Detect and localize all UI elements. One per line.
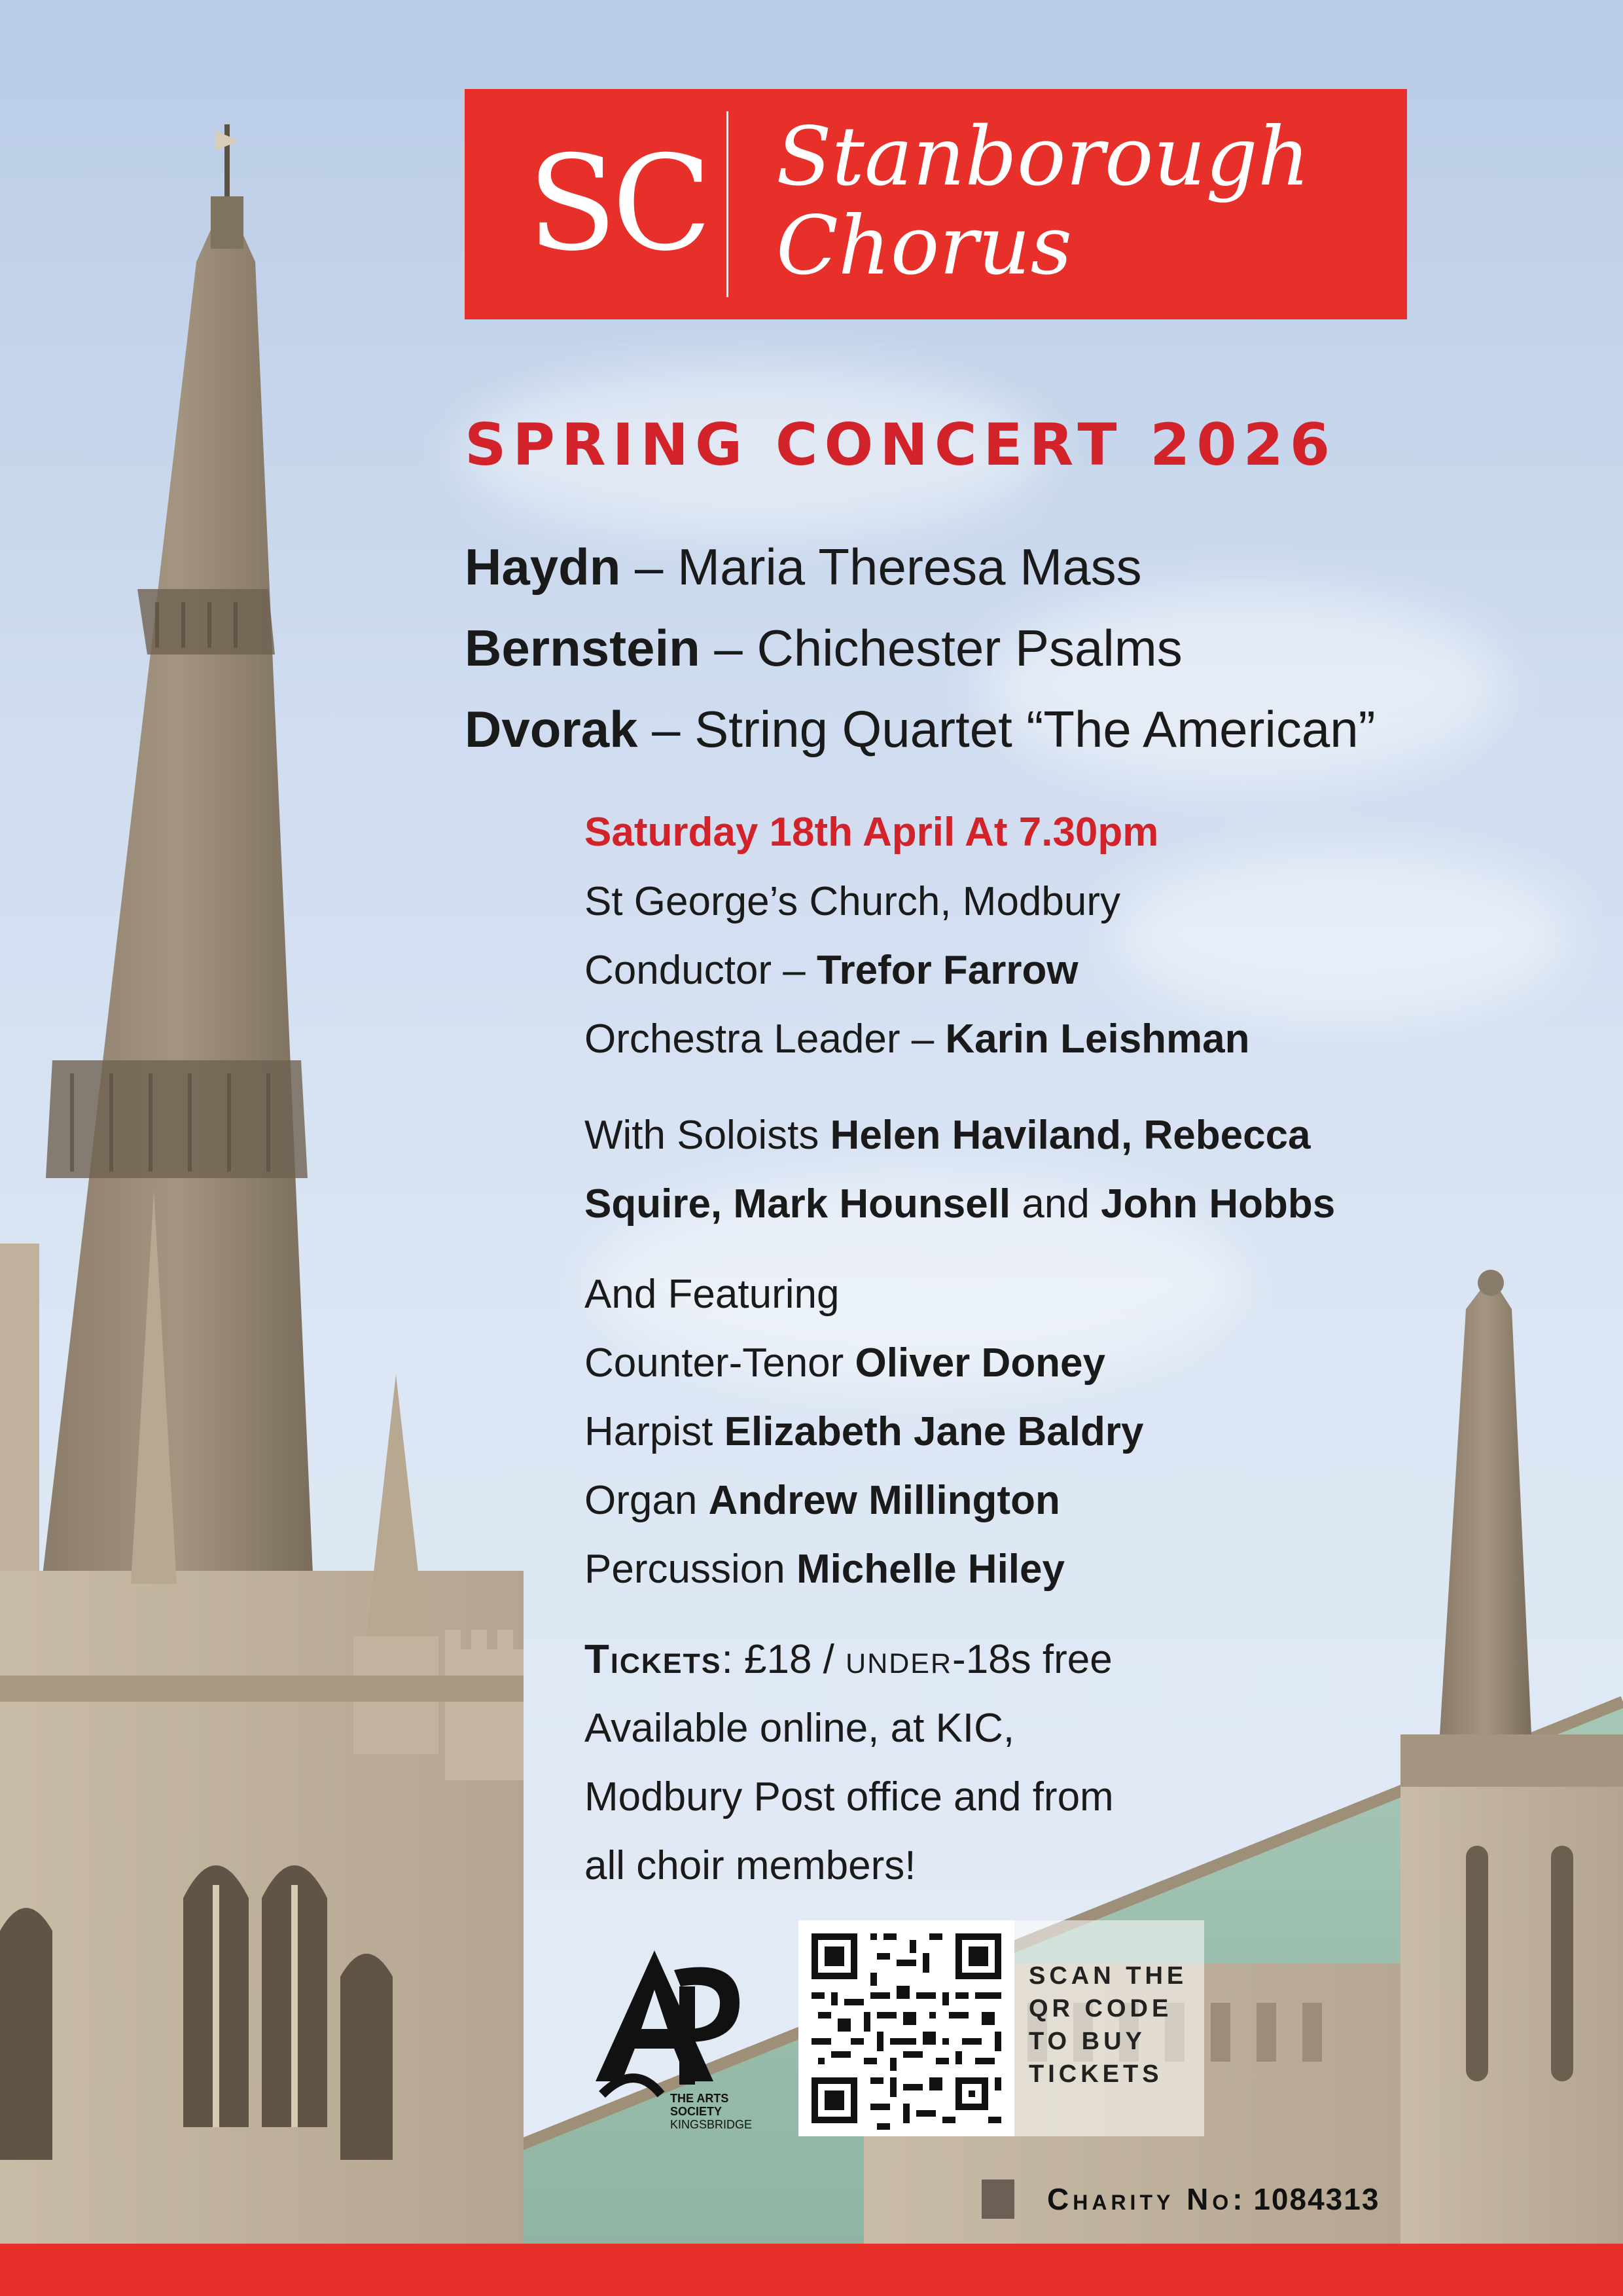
main-spire <box>39 196 314 1604</box>
soloists-line1 <box>584 1109 1311 1162</box>
right-tower <box>1400 1734 1623 2244</box>
qr-label-line: SCAN THE <box>1029 1962 1188 1990</box>
logo-name <box>776 110 1310 293</box>
soloists-line2 <box>584 1178 1335 1230</box>
composer: Dvorak <box>465 700 638 758</box>
work: – Chichester Psalms <box>700 619 1183 677</box>
featuring-item <box>584 1543 1065 1596</box>
featuring-role: Organ <box>584 1478 709 1523</box>
tickets-price-line <box>584 1634 1113 1686</box>
charity-number <box>1047 2181 1380 2217</box>
featuring-name: Elizabeth Jane Baldry <box>724 1409 1144 1454</box>
featuring-intro: And Featuring <box>584 1272 840 1317</box>
conductor-name: Trefor Farrow <box>817 948 1079 993</box>
program-item-haydn <box>465 535 1142 598</box>
featuring-name: Andrew Millington <box>708 1478 1060 1523</box>
right-spire <box>1440 1276 1531 1734</box>
soloists-conj: and <box>1010 1181 1101 1227</box>
charity-label: Charity No <box>1047 2182 1233 2216</box>
leader-line <box>584 1013 1250 1066</box>
pinnacle <box>366 1374 425 1636</box>
arts-society-text <box>670 2092 752 2131</box>
logo-divider <box>726 111 728 297</box>
qr-code[interactable] <box>798 1920 1014 2136</box>
qr-label-line: TICKETS <box>1029 2060 1163 2088</box>
soloists-names: Helen Haviland, Rebecca <box>830 1113 1311 1158</box>
bottom-red-bar <box>0 2244 1623 2296</box>
logo-name-line1: Stanborough <box>776 110 1310 204</box>
conductor-line <box>584 944 1079 997</box>
arts-society-line: THE ARTS <box>670 2092 729 2105</box>
tickets-availability: Available online, at KIC, <box>584 1706 1015 1751</box>
featuring-name: Michelle Hiley <box>796 1547 1065 1592</box>
leader-label: Orchestra Leader – <box>584 1016 946 1062</box>
event-date: Saturday 18th April At 7.30pm <box>584 810 1159 855</box>
featuring-item <box>584 1406 1144 1458</box>
featuring-role: Percussion <box>584 1547 796 1592</box>
logo-initials: SC <box>527 128 707 280</box>
qr-label-line: TO BUY <box>1029 2028 1146 2055</box>
soloists-prefix: With Soloists <box>584 1113 830 1158</box>
tickets-availability: Modbury Post office and from <box>584 1774 1114 1820</box>
stanborough-chorus-logo <box>465 89 1407 319</box>
event-venue: St George’s Church, Modbury <box>584 879 1121 924</box>
tickets-availability: all choir members! <box>584 1843 916 1888</box>
leader-name: Karin Leishman <box>945 1016 1250 1062</box>
qr-label-line: QR CODE <box>1029 1995 1173 2022</box>
featuring-item <box>584 1337 1105 1390</box>
conductor-label: Conductor – <box>584 948 817 993</box>
logo-name-line2: Chorus <box>776 199 1073 293</box>
arts-society-line: SOCIETY <box>670 2105 722 2118</box>
featuring-item <box>584 1475 1060 1527</box>
program-item-bernstein <box>465 617 1183 679</box>
charity-value: : 1084313 <box>1232 2182 1380 2216</box>
featuring-role: Harpist <box>584 1409 724 1454</box>
arts-society-line: KINGSBRIDGE <box>670 2118 753 2131</box>
soloists-names: John Hobbs <box>1101 1181 1336 1227</box>
concert-headline: SPRING CONCERT 2026 <box>465 411 1337 478</box>
tickets-under-rest: -18s free <box>952 1637 1113 1682</box>
soloists-names: Squire, Mark Hounsell <box>584 1181 1011 1227</box>
work: – Maria Theresa Mass <box>620 538 1142 596</box>
qr-instruction <box>1029 1960 1187 2090</box>
featuring-role: Counter-Tenor <box>584 1340 855 1386</box>
work: – String Quartet “The American” <box>637 700 1376 758</box>
tickets-under: under <box>846 1637 953 1682</box>
composer: Haydn <box>465 538 621 596</box>
composer: Bernstein <box>465 619 700 677</box>
tickets-price: : £18 / <box>721 1637 846 1682</box>
featuring-name: Oliver Doney <box>855 1340 1106 1386</box>
tickets-label: Tickets <box>584 1637 722 1682</box>
program-item-dvorak <box>465 698 1376 761</box>
